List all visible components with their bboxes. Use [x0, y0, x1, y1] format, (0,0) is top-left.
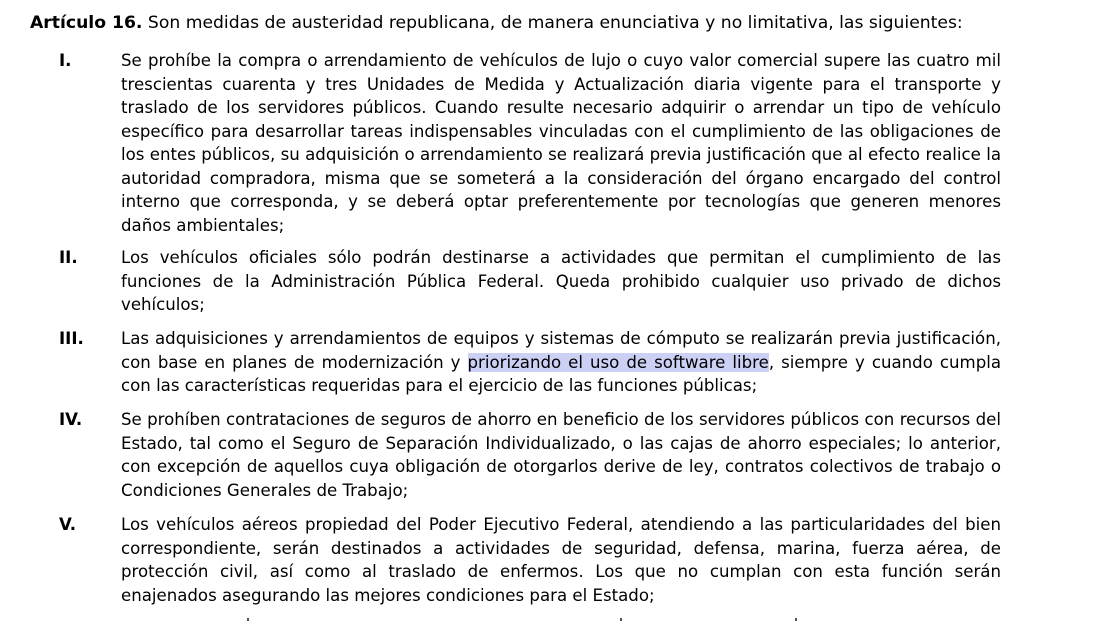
fraction-numeral: V. [59, 515, 77, 534]
fraction-numeral: III. [59, 329, 84, 348]
fraction-text: Los vehículos aéreos propiedad del Poder Ejecutivo Federal, atendiendo a las particularidades del bien correspondiente, serán destinados a actividades de seguridad, defensa, marina, fuerza aérea, de protección civil, así como al traslado de enfermos. Los que no cumplan con esta función serán enajenados asegurando las mejores condiciones para el Estado; [121, 515, 1001, 605]
fraction-text: Los vehículos oficiales sólo podrán destinarse a actividades que permitan el cumplimiento de las funciones de la Administración Pública Federal. Queda prohibido cualquier uso privado de dichos vehículos; [121, 248, 1001, 314]
article-intro: Son medidas de austeridad republicana, de manera enunciativa y no limitativa, las siguientes: [142, 13, 963, 33]
article-heading [30, 11, 990, 35]
fraction-text [121, 327, 1001, 398]
fraction-text: Se prohíben contrataciones de seguros de ahorro en beneficio de los servidores públicos con recursos del Estado, tal como el Seguro de Separación Individualizado, o las cajas de ahorro especiales; lo anterior, con excepción de aquellos cuya obligación de otorgarlos derive de ley, contratos colectivos de trabajo o Condiciones Generales de Trabajo; [121, 410, 1001, 500]
fraction-numeral: IV. [59, 410, 83, 429]
fraction-numeral: II. [59, 248, 78, 267]
article-label: Artículo 16. [30, 13, 143, 33]
highlighted-text[interactable]: priorizando el uso de software libre [467, 352, 769, 372]
fraction-text-before: Las adquisiciones y arrendamientos de equipos y sistemas de cómputo se realizarán previa justificación, con base en planes de modernización y [121, 329, 1001, 372]
fraction-numeral: I. [59, 51, 72, 70]
fraction-text-after: , siempre y cuando cumpla con las características requeridas para el ejercicio de las funciones públicas; [121, 352, 1002, 395]
fraction-text: Se prohíbe la compra o arrendamiento de vehículos de lujo o cuyo valor comercial supere las cuatro mil trescientas cuarenta y tres Unidades de Medida y Actualización diaria vigente para el transporte y traslado de los servidores públicos. Cuando resulte necesario adquirir o arrendar un tipo de vehículo específico para desarrollar tareas indispensables vinculadas con el cumplimiento de las obligaciones de los entes públicos, su adquisición o arrendamiento se realizará previa justificación que al efecto realice la autoridad compradora, misma que se someterá a la consideración del órgano encargado del control interno que corresponda, y se deberá optar preferentemente por tecnologías que generen menores daños ambientales; [121, 51, 1001, 235]
next-line-clipped [0, 613, 1111, 621]
